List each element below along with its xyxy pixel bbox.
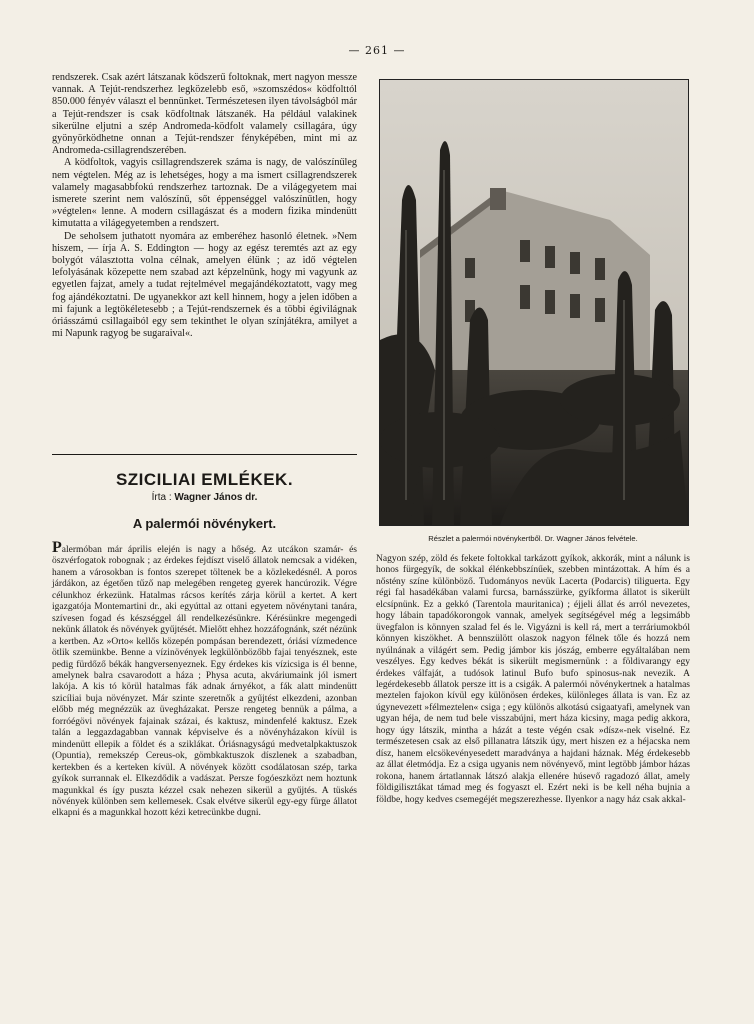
photo-caption: Részlet a palermói növénykertből. Dr. Wagner János felvétele. xyxy=(428,534,638,543)
intro-paragraph: A ködfoltok, vagyis csillagrendszerek száma is nagy, de valószínűleg nem végtelen. Még az is lehetséges, hogy a ma ismert csillagrendszerek valamely magasabbfokú rendszerhez tartoznak. De a világegyetem mai ismerete szerint nem valószínű, sőt éppenséggel valószínűtlen, hogy »végtelen« lenne. A modern csillagászat és a modern fizika mindenütt kimutatta a világegyetemben a rendszert. xyxy=(52,157,357,230)
article-column-right xyxy=(376,554,690,806)
intro-paragraph: De seholsem juthatott nyomára az emberéhez hasonló életnek. »Nem hiszem, — írja A. S. Eddington — hogy az egész teremtés azt az egy bolygót választotta volna célnak, amelyen élünk ; az idő végtelen lefolyásának közepette nem szabad azt képzelnünk, hogy mi vagyunk az egyetlen fajzat, amely a tudat rejtelmével megajándékoztatott, vagy meg fog ajándékoztatni. De ugyanekkor azt kell hinnem, hogy a jelen időben a mi fajunk a legtökéletesebb ; a Tejút-rendszernek és a többi égivilágnak óriásszámú csillagaiból egy sem tekinthet le olyan színjátékra, amilyet a mi Napunk ragyog be sugaraival«. xyxy=(52,230,357,340)
intro-text xyxy=(52,72,357,340)
article-paragraph-text: alermóban már április elején is nagy a hőség. Az utcákon szamár- és öszvérfogatok robognak ; az érdekes fejdíszt viselő állatok nemcsak a vidéken, hanem a városokban is fontos szerepet töltenek be a közlekedésnél. A poros járdákon, az égetően tűző nap melegében rengeteg gyerek hancúrozik. Végre célunkhoz érkezünk. Hatalmas rácsos kerítés zárja körül a kertet. A kert igazgatója Montemartini dr., aki egyúttal az ottani egyetem növénytani tanára, szívesen fogad és készséggel áll rendelkezésünkre. Kérésünkre megengedi nekünk állatok és növények gyűjtését. Mielőtt ehhez hozzáfognánk, szét nézünk a kertben. Az »Orto« kellős közepén pompásan berendezett, óriási vízmedence ötlik szemünkbe. Benne a vízinövények legkülönbözőbb fajai tenyésznek, este pedig fürdőző békák hangversenyeznek. Egy érdekes kis vízicsiga is él benne, amelynek balra csavarodott a háza ; Physa acuta, akváriumaink jól ismert lakója. A kis tó körül hatalmas fák adnak árnyékot, a fák alatt mindenütt szicíliai buja növényzet. Már szinte szeretnők a gyűjtést elkezdeni, azonban előbb még megnézzük az üvegházakat. Persze rengeteg bennük a pálma, a forróégövi növények fajainak százai, és kaktusz, mindenfelé kaktusz. Ezek talán a leggazdagabban vannak képviselve és a növényházakon kívül is mindenütt ellepik a földet és a sziklákat. Óriásnagyságú medvetalpkaktuszok (Opuntia), remekszép Cereus-ok, gömbkaktuszok díszlenek a szabadban, kertekben és a kerteken kívül. A növények között csodálatosan szép, tarka gyíkok surrannak el. Elkezdődik a vadászat. Persze fogóeszközt nem hoztunk magunkkal és így puszta kézzel csak nehezen sikerül a gyűjtés. A tüskés növények különben sem kellemesek. Csak elvétve sikerül egy-egy fürge állatot elkapni és a magunkkal hozott kézi ketrecünkbe dugni. xyxy=(52,545,357,819)
section-divider xyxy=(52,454,357,455)
article-subtitle: A palermói növénykert. xyxy=(132,516,277,531)
article-column-left xyxy=(52,539,357,820)
photo-image xyxy=(380,80,688,525)
intro-paragraph: rendszerek. Csak azért látszanak ködszerű foltoknak, mert nagyon messze vannak. A Tejút-rendszerhez legközelebb eső, »szomszédos« ködfolttól 850.000 fényév választ el bennünket. Természetesen ilyen távolságból már a Tejút-rendszer is csak ködfoltnak látszanék. Ha például valakinek sikerülne eljutni a szép Andromeda-ködfolt valamely csillagára, úgy gyönyörködhetne onnan a Tejút-rendszer fényképében, mint mi az Andromeda-csillagrendszerében. xyxy=(52,72,357,157)
article-paragraph: Nagyon szép, zöld és fekete foltokkal tarkázott gyíkok, akkorák, mint a nálunk is honos fürgegyík, de sokkal élénkebbszínűek, szebben mintázottak. A hím és a nőstény színe különböző. Tudományos nevük Lacerta (Podarcis) tiliguerta. Egy régi fal hasadékában valami furcsa, barnásszürke, gyíkforma állatot is sikerült elcsípnünk. Ez a gekkó (Tarentola mauritanica) ; éjjeli állat és arról nevezetes, hogy lábain tapadókorongok vannak, amelyek segítségével még a legsimább üvegfalon is könnyen szalad fel és le. Vigyázni is kell rá, mert a terráriumokból könnyen kiszökhet. A bennszülött olaszok nagyon félnek tőle és hozzá nem nyúlnának a világért sem. Pedig jámbor kis jószág, emberre egyáltalában nem veszélyes. Egy kedves békát is sikerült megismernünk : a földivarangy egy érdekes válfaját, a tudósok latinul Bufo bufo spinosus-nak nevezik. A legérdekesebb állatok persze itt is a csigák. A palermói növénykertnek a hatalmas meztelen fajokon kívül egy különösen érdekes, különleges állata is van. Ez az úgynevezett »félmeztelen« csiga ; egy különös alkotású csigaatyafi, amelynek van ugyan héja, de nem tud bele visszabújni, mert háza kicsiny, maga pedig akkora, hogy úgy látszik, mintha a házát a teste végén csak »dísz«-nek viselné. Ez természetesen csak az első pillanatra látszik úgy, mert hiszen ez a héjacska nem dísz, hanem elcsökevényesedett maradványa a hajdani háznak. Még érdekesebb az állat életmódja. Ez a csiga ugyanis nem növényevő, mint legtöbb jámbor házas rokona, hanem ártatlannak látszó alakja ellenére húsevő ragadozó állat, amely földigilisztákat támad meg és fogyaszt el. Ezért neki is be kell néha bujnia a földbe, hogy kedves csemegéjét megszerezhesse. Ilyenkor a nagy ház csak akkal- xyxy=(376,554,690,805)
botanical-garden-photo xyxy=(379,79,689,526)
author-name: Wagner János dr. xyxy=(174,492,258,503)
article-title: SZICILIAI EMLÉKEK. xyxy=(115,470,294,489)
article-paragraph xyxy=(52,539,357,820)
article-author xyxy=(52,492,357,503)
drop-cap: P xyxy=(52,539,62,556)
author-prefix: Írta : xyxy=(151,492,172,503)
page-number: — 261 — xyxy=(348,44,406,57)
